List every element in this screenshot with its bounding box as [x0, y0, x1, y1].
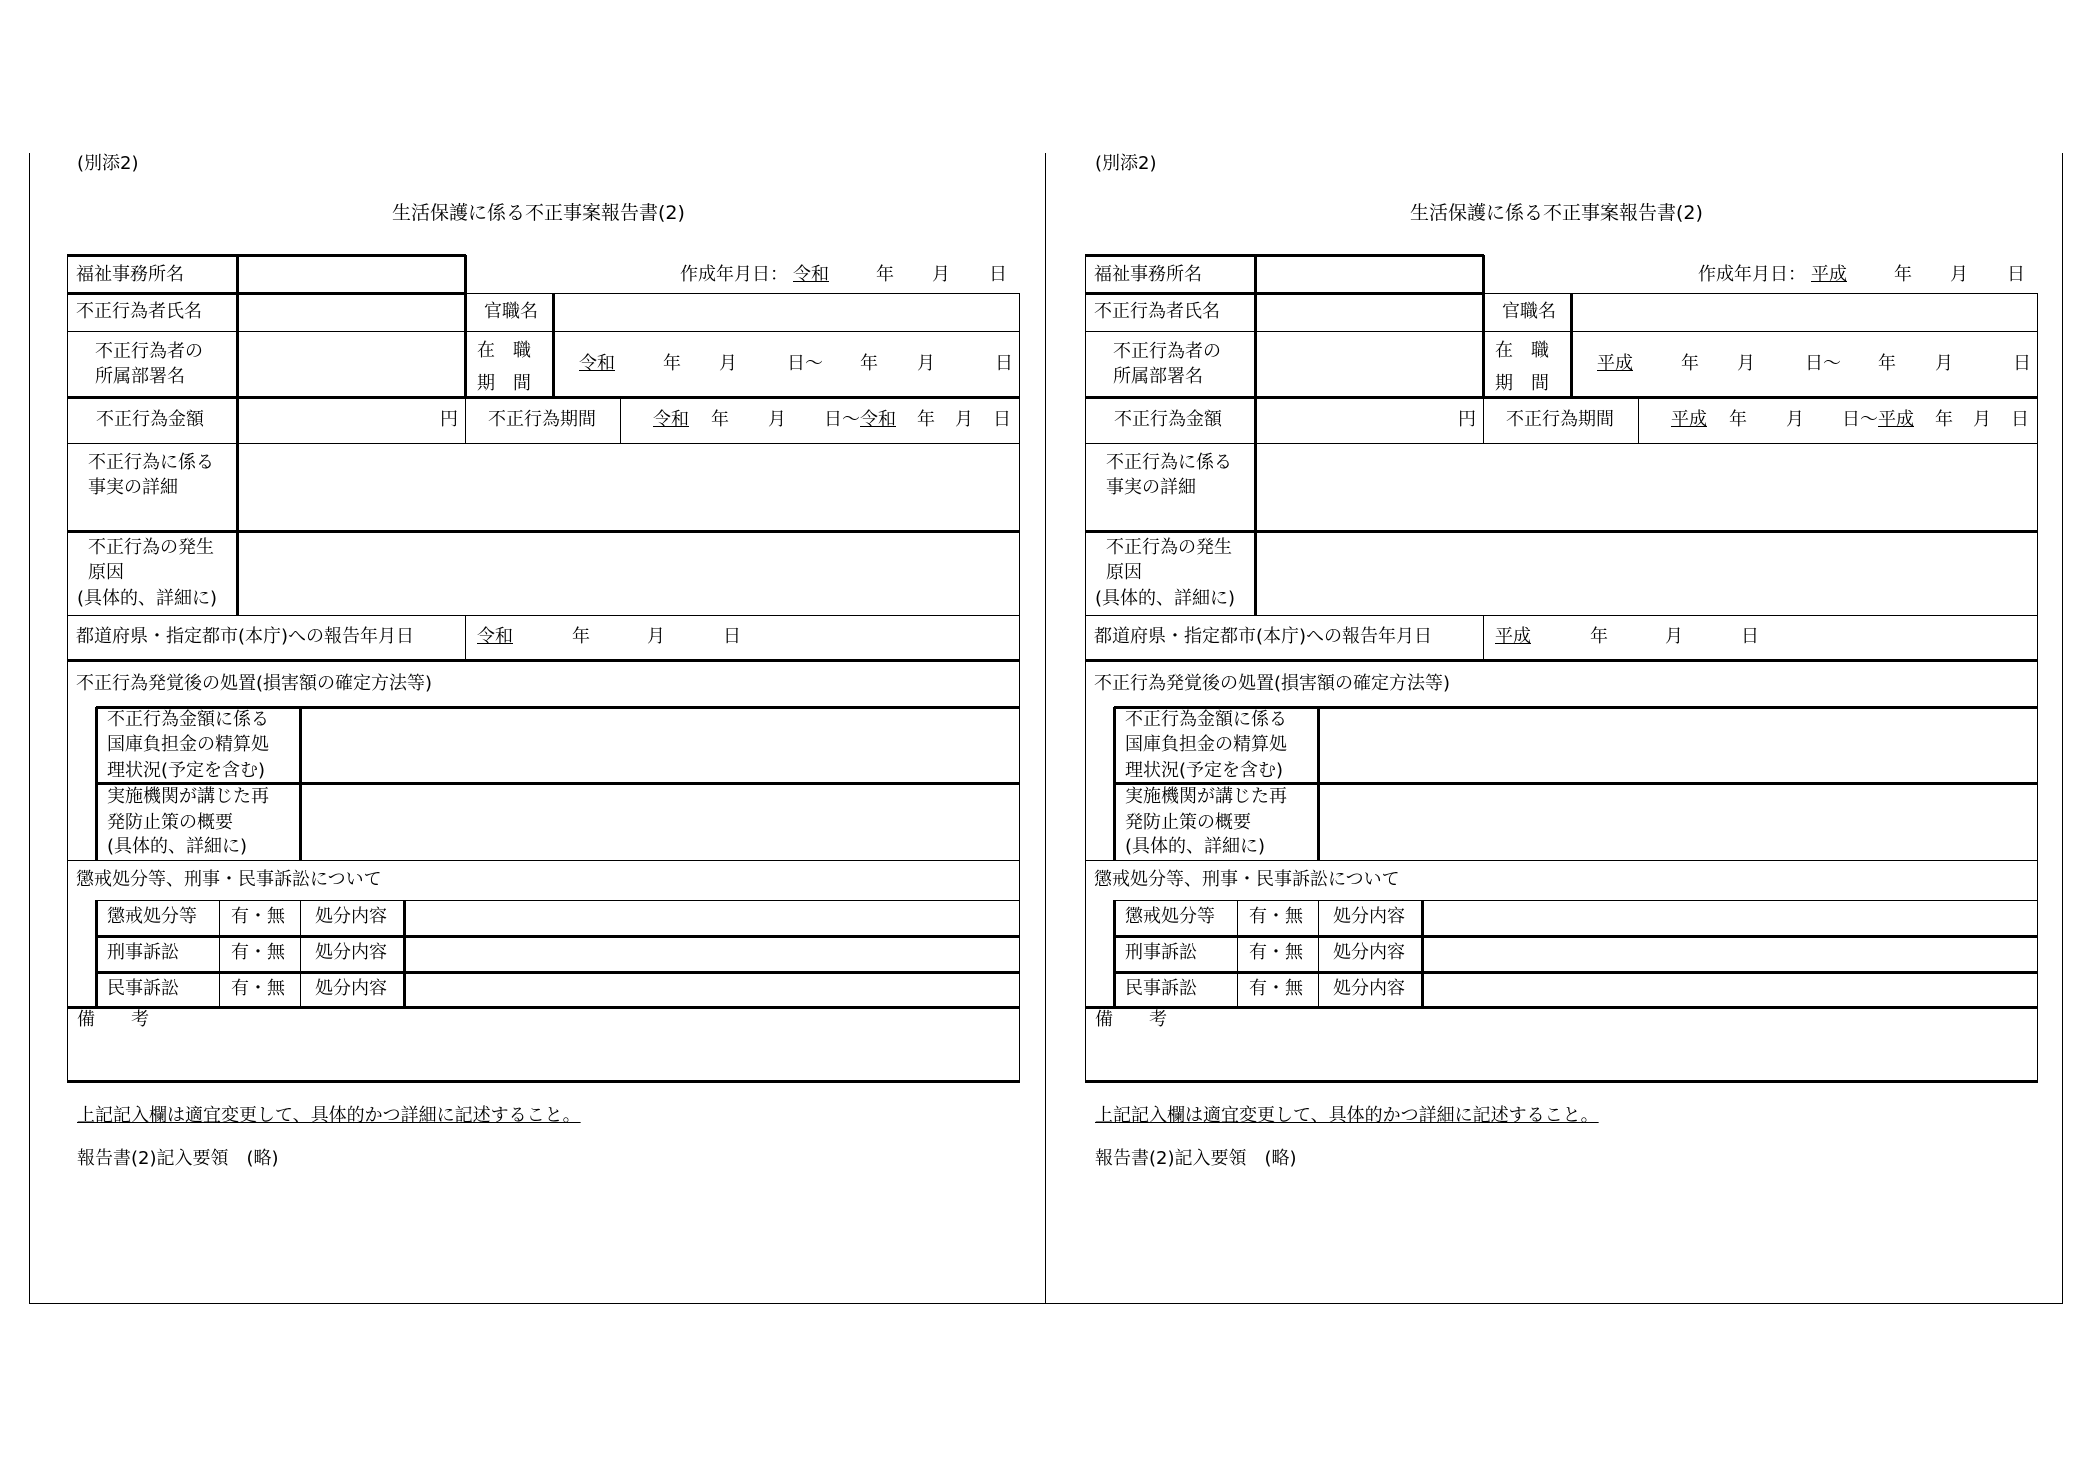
discipline-row-label: 懲戒処分等 — [107, 906, 197, 927]
table-rule — [1638, 397, 1639, 444]
report-date-label: 都道府県・指定都市(本庁)への報告年月日 — [76, 626, 415, 647]
discipline-heading: 懲戒処分等、刑事・民事訴訟について — [76, 869, 382, 890]
table-rule — [465, 615, 466, 661]
tenure-label-2: 期 間 — [477, 373, 531, 394]
table-rule — [96, 706, 1020, 709]
table-rule — [1113, 900, 1116, 1008]
cause-label-2: 原因 — [88, 562, 124, 583]
table-rule — [300, 900, 301, 1008]
table-rule — [1237, 900, 1238, 1008]
year-label: 年 — [1729, 409, 1747, 430]
criminal-row-label: 刑事訴訟 — [107, 942, 179, 963]
day-label: 日 — [723, 626, 741, 647]
period-label: 不正行為期間 — [488, 409, 596, 430]
settlement-label-3: 理状況(予定を含む) — [1125, 760, 1284, 781]
day-label: 日 — [2011, 409, 2029, 430]
year-label: 年 — [663, 353, 681, 374]
month-label: 月 — [1665, 626, 1683, 647]
day-label: 日 — [993, 409, 1011, 430]
instruction-note: 上記記入欄は適宜変更して、具体的かつ詳細に記述すること。 — [77, 1105, 581, 1126]
frame-rule — [2062, 153, 2063, 1304]
criminal-row-choice: 有・無 — [231, 942, 285, 963]
tenure-label-2: 期 間 — [1495, 373, 1549, 394]
table-rule — [67, 443, 1020, 444]
civil-row-label: 民事訴訟 — [107, 978, 179, 999]
table-rule — [1570, 293, 1573, 398]
table-rule — [96, 935, 1020, 938]
table-rule — [67, 1006, 1020, 1009]
table-rule — [67, 860, 1020, 861]
day-range-label: 日〜 — [824, 409, 860, 430]
table-rule — [219, 900, 220, 1008]
table-rule — [1085, 659, 2038, 662]
year-label: 年 — [876, 264, 894, 285]
table-rule — [1113, 707, 1116, 861]
period-era-end: 平成 — [1878, 409, 1914, 430]
day-label: 日 — [989, 264, 1007, 285]
table-rule — [67, 530, 1020, 533]
year-label: 年 — [917, 409, 935, 430]
month-label: 月 — [647, 626, 665, 647]
prevention-label-2: 発防止策の概要 — [1125, 812, 1251, 833]
civil-row-label: 民事訴訟 — [1125, 978, 1197, 999]
month-label: 月 — [768, 409, 786, 430]
settlement-label-3: 理状況(予定を含む) — [107, 760, 266, 781]
table-rule — [1114, 971, 2038, 974]
table-rule — [95, 900, 98, 1008]
table-rule — [1421, 900, 1424, 1008]
remarks-label: 備 考 — [1095, 1009, 1167, 1030]
table-rule — [67, 331, 1020, 332]
table-rule — [465, 293, 1020, 294]
after-measures-heading: 不正行為発覚後の処置(損害額の確定方法等) — [1094, 673, 1451, 694]
table-rule — [620, 397, 621, 444]
table-rule — [1085, 255, 1086, 1082]
instruction-note: 上記記入欄は適宜変更して、具体的かつ詳細に記述すること。 — [1095, 1105, 1599, 1126]
department-label-2: 所属部署名 — [95, 366, 185, 387]
day-label: 日 — [1741, 626, 1759, 647]
period-label: 不正行為期間 — [1506, 409, 1614, 430]
day-label: 日 — [995, 353, 1013, 374]
settlement-label-2: 国庫負担金の精算処 — [107, 734, 269, 755]
year-label: 年 — [711, 409, 729, 430]
month-label: 月 — [1737, 353, 1755, 374]
table-rule — [1483, 615, 1484, 661]
report-form-page — [0, 0, 1040, 1464]
month-label: 月 — [1786, 409, 1804, 430]
table-rule — [1085, 860, 2038, 861]
table-rule — [1114, 935, 2038, 938]
created-date-label: 作成年月日： — [680, 264, 788, 285]
table-rule — [299, 707, 302, 861]
table-rule — [67, 1080, 1020, 1083]
table-rule — [1483, 397, 1484, 444]
settlement-label: 不正行為金額に係る — [1125, 709, 1287, 730]
attachment-label: (別添2) — [1095, 153, 1157, 174]
guideline-note: 報告書(2)記入要領 (略) — [1095, 1148, 1297, 1169]
criminal-row-label: 刑事訴訟 — [1125, 942, 1197, 963]
table-rule — [1318, 900, 1319, 1008]
prevention-label-2: 発防止策の概要 — [107, 812, 233, 833]
table-rule — [96, 971, 1020, 974]
table-rule — [403, 900, 406, 1008]
prevention-label-3: (具体的、詳細に) — [107, 836, 248, 857]
table-rule — [1114, 782, 2038, 785]
civil-row-content: 処分内容 — [1333, 978, 1405, 999]
cause-label-3: (具体的、詳細に) — [1095, 588, 1236, 609]
table-rule — [67, 254, 466, 257]
month-label: 月 — [932, 264, 950, 285]
criminal-row-content: 処分内容 — [315, 942, 387, 963]
table-rule — [67, 615, 1020, 616]
day-range-label: 日〜 — [787, 353, 823, 374]
civil-row-choice: 有・無 — [1249, 978, 1303, 999]
table-rule — [1085, 615, 2038, 616]
yen-label: 円 — [440, 409, 458, 430]
year-label: 年 — [1681, 353, 1699, 374]
month-label: 月 — [1935, 353, 1953, 374]
office-name-label: 福祉事務所名 — [1094, 264, 1202, 285]
table-rule — [1317, 707, 1320, 861]
table-rule — [96, 900, 1020, 901]
offender-name-label: 不正行為者氏名 — [1094, 301, 1220, 322]
year-label: 年 — [1590, 626, 1608, 647]
tenure-label: 在 職 — [1495, 340, 1549, 361]
period-era: 令和 — [653, 409, 689, 430]
table-rule — [1085, 292, 1484, 295]
amount-label: 不正行為金額 — [1114, 409, 1222, 430]
table-rule — [1085, 1006, 2038, 1009]
table-rule — [1085, 530, 2038, 533]
table-rule — [464, 255, 467, 398]
tenure-era: 令和 — [579, 353, 615, 374]
civil-row-content: 処分内容 — [315, 978, 387, 999]
year-label: 年 — [1894, 264, 1912, 285]
month-label: 月 — [719, 353, 737, 374]
after-measures-heading: 不正行為発覚後の処置(損害額の確定方法等) — [76, 673, 433, 694]
discipline-row-choice: 有・無 — [1249, 906, 1303, 927]
table-rule — [1085, 396, 2038, 399]
prevention-label-3: (具体的、詳細に) — [1125, 836, 1266, 857]
table-rule — [95, 707, 98, 861]
table-rule — [465, 397, 466, 444]
table-rule — [1114, 900, 2038, 901]
month-label: 月 — [1950, 264, 1968, 285]
table-rule — [1482, 255, 1485, 398]
day-label: 日 — [2007, 264, 2025, 285]
table-rule — [1085, 331, 2038, 332]
table-rule — [1085, 1080, 2038, 1083]
day-range-label: 日〜 — [1805, 353, 1841, 374]
cause-label-2: 原因 — [1106, 562, 1142, 583]
amount-label: 不正行為金額 — [96, 409, 204, 430]
prevention-label: 実施機関が講じた再 — [1125, 786, 1287, 807]
attachment-label: (別添2) — [77, 153, 139, 174]
department-label: 不正行為者の — [95, 341, 203, 362]
table-rule — [67, 396, 1020, 399]
remarks-label: 備 考 — [77, 1009, 149, 1030]
prevention-label: 実施機関が講じた再 — [107, 786, 269, 807]
period-era-end: 令和 — [860, 409, 896, 430]
tenure-era: 平成 — [1597, 353, 1633, 374]
offender-name-label: 不正行為者氏名 — [76, 301, 202, 322]
table-rule — [96, 782, 1020, 785]
form-title: 生活保護に係る不正事案報告書(2) — [1410, 202, 1703, 224]
table-rule — [552, 293, 555, 398]
job-title-label: 官職名 — [1502, 301, 1556, 322]
year-label: 年 — [1878, 353, 1896, 374]
tenure-label: 在 職 — [477, 340, 531, 361]
created-era: 令和 — [793, 264, 829, 285]
created-date-label: 作成年月日： — [1698, 264, 1806, 285]
month-label: 月 — [917, 353, 935, 374]
created-era: 平成 — [1811, 264, 1847, 285]
month-label: 月 — [955, 409, 973, 430]
table-rule — [67, 255, 68, 1082]
office-name-label: 福祉事務所名 — [76, 264, 184, 285]
cause-label: 不正行為の発生 — [88, 537, 214, 558]
report-date-label: 都道府県・指定都市(本庁)への報告年月日 — [1094, 626, 1433, 647]
settlement-label: 不正行為金額に係る — [107, 709, 269, 730]
facts-label-2: 事実の詳細 — [88, 477, 178, 498]
guideline-note: 報告書(2)記入要領 (略) — [77, 1148, 279, 1169]
cause-label: 不正行為の発生 — [1106, 537, 1232, 558]
table-rule — [1254, 255, 1257, 616]
month-label: 月 — [1973, 409, 1991, 430]
yen-label: 円 — [1458, 409, 1476, 430]
report-era: 平成 — [1495, 626, 1531, 647]
table-rule — [1085, 254, 1484, 257]
discipline-row-label: 懲戒処分等 — [1125, 906, 1215, 927]
table-rule — [1085, 443, 2038, 444]
settlement-label-2: 国庫負担金の精算処 — [1125, 734, 1287, 755]
facts-label-2: 事実の詳細 — [1106, 477, 1196, 498]
criminal-row-content: 処分内容 — [1333, 942, 1405, 963]
discipline-row-content: 処分内容 — [1333, 906, 1405, 927]
discipline-row-content: 処分内容 — [315, 906, 387, 927]
year-label: 年 — [860, 353, 878, 374]
day-range-label: 日〜 — [1842, 409, 1878, 430]
department-label: 不正行為者の — [1113, 341, 1221, 362]
table-rule — [1114, 706, 2038, 709]
table-rule — [1483, 293, 2038, 294]
cause-label-3: (具体的、詳細に) — [77, 588, 218, 609]
department-label-2: 所属部署名 — [1113, 366, 1203, 387]
discipline-heading: 懲戒処分等、刑事・民事訴訟について — [1094, 869, 1400, 890]
report-form-page — [1018, 0, 2058, 1464]
period-era: 平成 — [1671, 409, 1707, 430]
facts-label: 不正行為に係る — [88, 452, 214, 473]
day-label: 日 — [2013, 353, 2031, 374]
table-rule — [236, 255, 239, 616]
table-rule — [67, 292, 466, 295]
discipline-row-choice: 有・無 — [231, 906, 285, 927]
job-title-label: 官職名 — [484, 301, 538, 322]
criminal-row-choice: 有・無 — [1249, 942, 1303, 963]
civil-row-choice: 有・無 — [231, 978, 285, 999]
table-rule — [67, 659, 1020, 662]
table-rule — [2037, 293, 2038, 1082]
year-label: 年 — [572, 626, 590, 647]
year-label: 年 — [1935, 409, 1953, 430]
form-title: 生活保護に係る不正事案報告書(2) — [392, 202, 685, 224]
facts-label: 不正行為に係る — [1106, 452, 1232, 473]
report-era: 令和 — [477, 626, 513, 647]
